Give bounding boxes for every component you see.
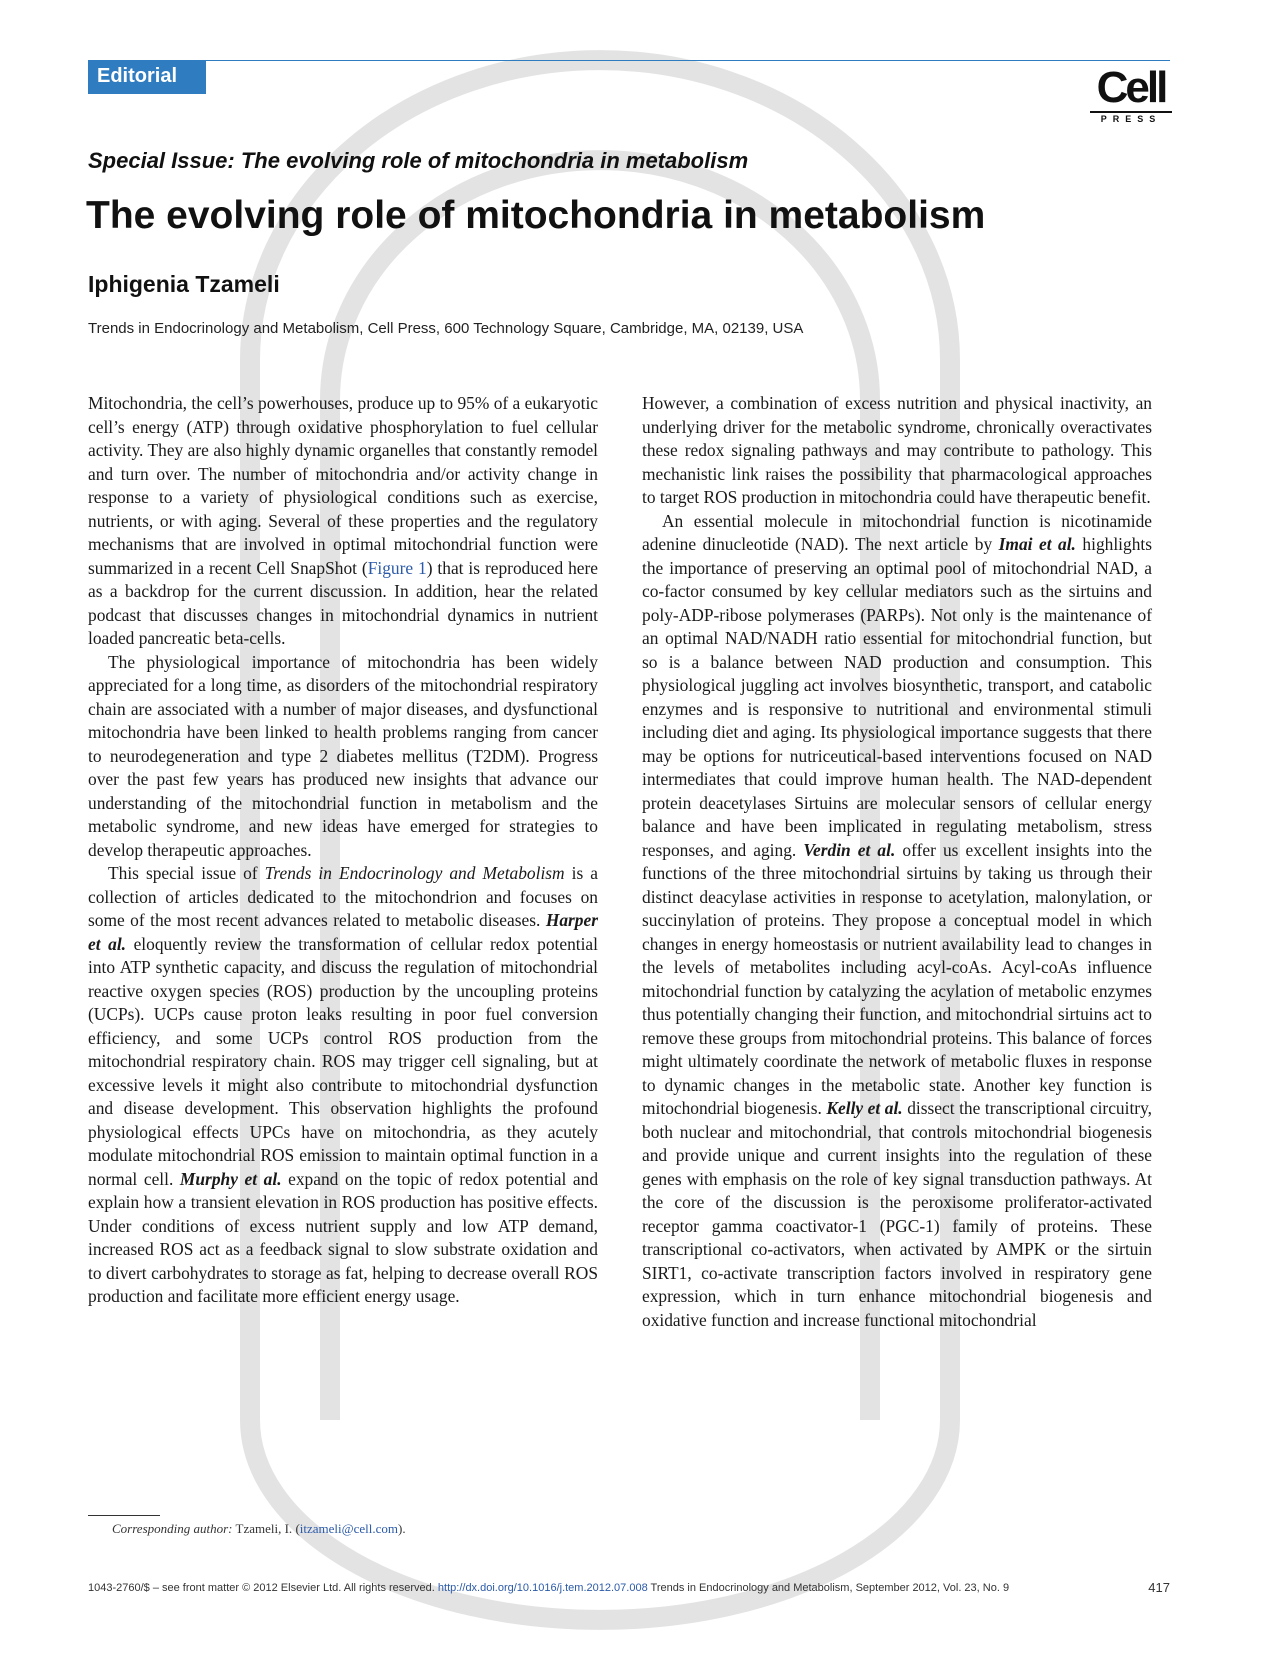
article-type-tag: Editorial [88,60,206,94]
paragraph-4: However, a combination of excess nutrition and physical inactivity, an underlying driver for the metabolic syndrome, chronically overactivates these redox signaling pathways and may contribute to pathology. This mechanistic link raises the possibility that pharmacological approaches to target ROS production in mitochondria could have therapeutic benefit. [642,393,1152,507]
cell-press-logo [1090,63,1172,124]
journal-citation: Trends in Endocrinology and Metabolism, September 2012, Vol. 23, No. 9 [650,1582,1010,1594]
paragraph-1: Mitochondria, the cell’s powerhouses, produce up to 95% of a eukaryotic cell’s energy (ATP) through oxidative phosphorylation to fuel cellular activity. They are also highly dynamic organelles that constantly remodel and turn over. The number of mitochondria and/or activity change in response to a variety of physiological conditions such as exercise, nutrients, or with aging. Several of these properties and the regulatory mechanisms that are involved in optimal mitochondrial function were summarized in a recent Cell SnapShot (Figure 1) that is reproduced here as a backdrop for the current discussion. In addition, hear the related podcast that discusses changes in mitochondrial dynamics in nutrient loaded pancreatic beta-cells. [88,393,599,648]
special-issue-heading: Special Issue: The evolving role of mitochondria in metabolism [88,148,749,173]
author-ref-verdin: Verdin et al. [803,839,896,860]
logo-wordmark: Cell [1096,63,1166,112]
header-rule [88,60,1170,61]
page-footer [88,1582,1170,1594]
author-ref-kelly: Kelly et al. [826,1098,903,1118]
page-number: 417 [1148,1580,1170,1595]
body-column-right [642,392,1152,1516]
author-ref-imai: Imai et al. [998,534,1076,554]
author-ref-murphy: Murphy et al. [179,1168,282,1189]
figure-1-link[interactable]: Figure 1 [367,557,427,578]
corresponding-author-footnote: Corresponding author: Tzameli, I. (itzameli@cell.com). [112,1521,406,1536]
author-affiliation: Trends in Endocrinology and Metabolism, Cell Press, 600 Technology Square, Cambridge, MA, 02139, USA [88,320,804,337]
paragraph-2: The physiological importance of mitochondria has been widely appreciated for a long time, as disorders of the mitochondrial respiratory chain are associated with a number of major diseases, and dysfunctional mitochondria have been linked to health problems ranging from cancer to neurodegeneration and type 2 diabetes mellitus (T2DM). Progress over the past few years has produced new insights that advance our understanding of the mitochondrial function in metabolism and the metabolic syndrome, and new ideas have emerged for strategies to develop therapeutic approaches. [88,651,598,860]
doi-link[interactable]: http://dx.doi.org/10.1016/j.tem.2012.07.008 [437,1582,648,1594]
author-ref-harper: Harper et al. [88,910,598,954]
paragraph-3: This special issue of Trends in Endocrinology and Metabolism is a collection of articles dedicated to the mitochondrion and focuses on some of the most recent advances related to metabolic diseases. Harper et al. eloquently review the transformation of cellular redox potential into ATP synthetic capacity, and discuss the regulation of mitochondrial reactive oxygen species (ROS) production by the uncoupling proteins (UCPs). UCPs cause proton leaks resulting in poor fuel conversion efficiency, and some UCPs control ROS production from the mitochondrial respiratory chain. ROS may trigger cell signaling, but at excessive levels it might also contribute to mitochondrial dysfunction and disease development. This observation highlights the profound physiological effects UPCs have on mitochondria, as they acutely modulate mitochondrial ROS emission to maintain optimal function in a normal cell. Murphy et al. expand on the topic of redox potential and explain how a transient elevation in ROS production has positive effects. Under conditions of excess nutrient supply and low ATP demand, increased ROS act as a feedback signal to slow substrate oxidation and to divert carbohydrates to storage as fat, helping to decrease overall ROS production and facilitate more efficient energy usage. [88,863,599,1306]
logo-press-label: PRESS [1090,111,1172,124]
author-name: Iphigenia Tzameli [88,271,280,297]
body-column-left [88,392,598,1470]
author-email-link[interactable]: itzameli@cell.com [299,1521,399,1536]
copyright-notice: 1043-2760/$ – see front matter © 2012 Elsevier Ltd. All rights reserved. [88,1582,435,1594]
journal-name: Trends in Endocrinology and Metabolism [264,863,565,883]
article-title: The evolving role of mitochondria in metabolism [86,194,986,237]
paragraph-5: An essential molecule in mitochondrial function is nicotinamide adenine dinucleotide (NAD). The next article by Imai et al. highlights the importance of preserving an optimal pool of mitochondrial NAD, a co-factor consumed by key cellular mediators such as the sirtuins and poly-ADP-ribose polymerases (PARPs). Not only is the maintenance of an optimal NAD/NADH ratio essential for mitochondrial function, but so is a balance between NAD production and consumption. This physiological juggling act involves biosynthetic, transport, and catabolic enzymes and is responsive to nutritional and environmental stimuli including diet and aging. Its physiological importance suggests that there may be options for nutriceutical-based interventions focused on NAD intermediates that could improve human health. The NAD-dependent protein deacetylases Sirtuins are molecular sensors of cellular energy balance and have been implicated in regulating metabolism, stress responses, and aging. Verdin et al. offer us excellent insights into the functions of the three mitochondrial sirtuins by taking us through their distinct deacylase activities in response to acetylation, malonylation, or succinylation of proteins. They propose a conceptual model in which changes in energy homeostasis or nutrient availability lead to changes in the levels of metabolites including acyl-coAs. Acyl-coAs influence mitochondrial function by catalyzing the acylation of metabolic enzymes thus potentially changing their function, and mitochondrial sirtuins act to remove these groups from mitochondrial proteins. This balance of forces might ultimately coordinate the network of metabolic fluxes in response to dynamic changes in the metabolic state. Another key function is mitochondrial biogenesis. Kelly et al. dissect the transcriptional circuitry, both nuclear and mitochondrial, that controls mitochondrial biogenesis and provide unique and current insights into the regulation of these genes with emphasis on the role of key signal transduction pathways. At the core of the discussion is the peroxisome proliferator-activated receptor gamma coactivator-1 (PGC-1) family of proteins. These transcriptional co-activators, when activated by AMPK or the sirtuin SIRT1, co-activate transcription factors involved in respiratory gene expression, which in turn enhance mitochondrial biogenesis and oxidative function and increase functional mitochondrial [642,510,1152,1330]
footnote-rule [88,1515,160,1516]
